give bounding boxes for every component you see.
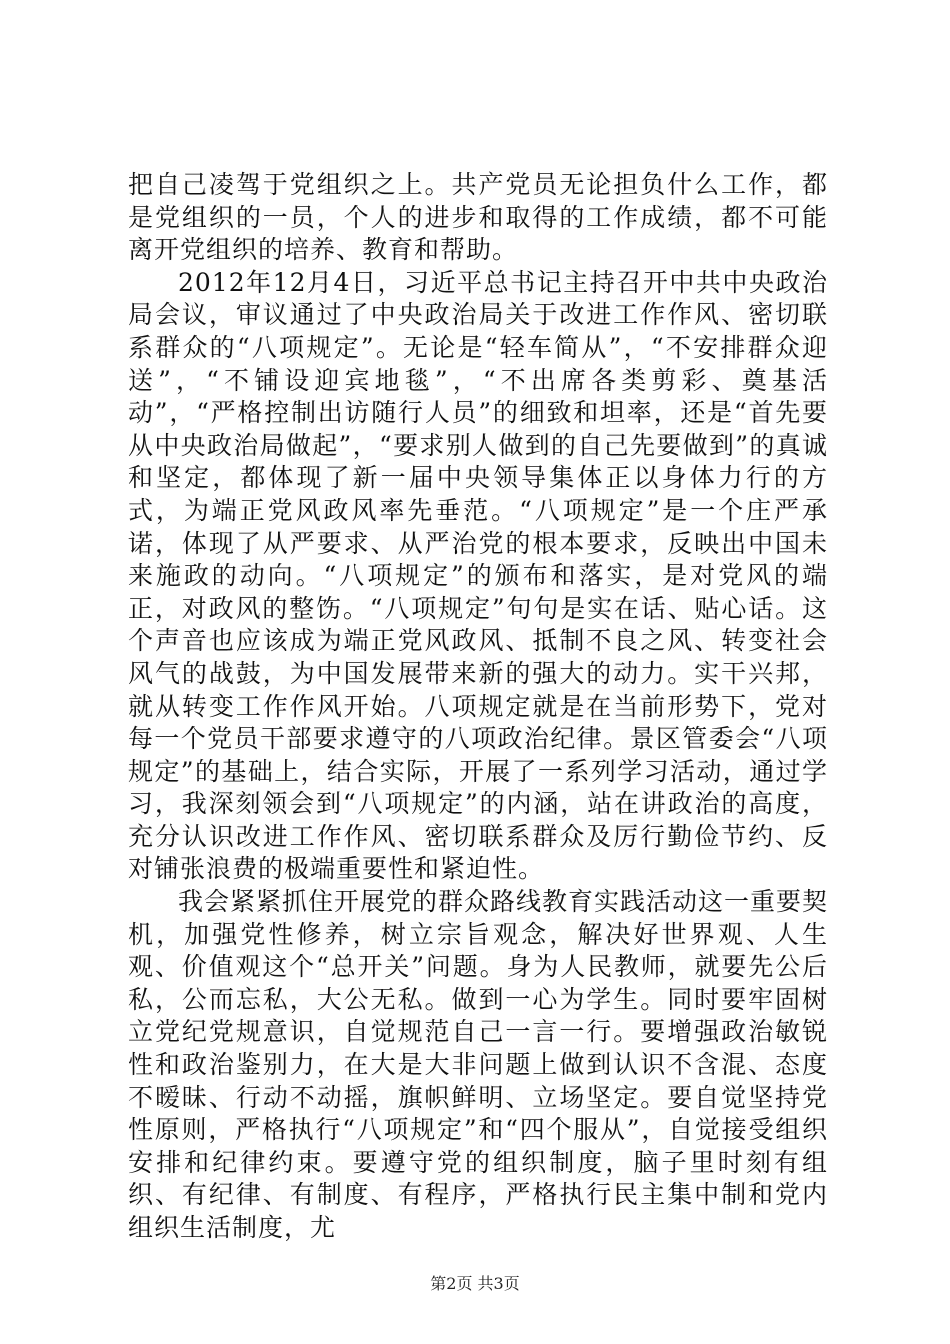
page-footer: 第2页 共3页	[430, 1274, 520, 1293]
paragraph-continuation: 把自己凌驾于党组织之上。共产党员无论担负什么工作，都是党组织的一员，个人的进步和取得的工作成绩，都不可能离开党组织的培养、教育和帮助。	[128, 170, 828, 265]
paragraph-eight-rules: 2012年12月4日，习近平总书记主持召开中共中央政治局会议，审议通过了中央政治局关于改进工作作风、密切联系群众的“八项规定”。无论是“轻车简从”，“不安排群众迎送”，“不铺设迎宾地毯”，“不出席各类剪彩、奠基活动”，“严格控制出访随行人员”的细致和坦率，还是“首先要从中央政治局做起”，“要求别人做到的自己先要做到”的真诚和坚定，都体现了新一届中央领导集体正以身体力行的方式，为端正党风政风率先垂范。“八项规定”是一个庄严承诺，体现了从严要求、从严治党的根本要求，反映出中国未来施政的动向。“八项规定”的颁布和落实，是对党风的端正，对政风的整饬。“八项规定”句句是实在话、贴心话。这个声音也应该成为端正党风政风、抵制不良之风、转变社会风气的战鼓，为中国发展带来新的强大的动力。实干兴邦，就从转变工作作风开始。八项规定就是在当前形势下，党对每一个党员干部要求遵守的八项政治纪律。景区管委会“八项规定”的基础上，结合实际，开展了一系列学习活动，通过学习，我深刻领会到“八项规定”的内涵，站在讲政治的高度，充分认识改进工作作风、密切联系群众及厉行勤俭节约、反对铺张浪费的极端重要性和紧迫性。	[128, 267, 828, 884]
document-body	[128, 169, 828, 1245]
paragraph-commitment: 我会紧紧抓住开展党的群众路线教育实践活动这一重要契机，加强党性修养，树立宗旨观念，解决好世界观、人生观、价值观这个“总开关”问题。身为人民教师，就要先公后私，公而忘私，大公无私。做到一心为学生。同时要牢固树立党纪党规意识，自觉规范自己一言一行。要增强政治敏锐性和政治鉴别力，在大是大非问题上做到认识不含混、态度不暧昧、行动不动摇，旗帜鲜明、立场坚定。要自觉坚持党性原则，严格执行“八项规定”和“四个服从”，自觉接受组织安排和纪律约束。要遵守党的组织制度，脑子里时刻有组织、有纪律、有制度、有程序，严格执行民主集中制和党内组织生活制度，尤	[128, 887, 829, 1242]
